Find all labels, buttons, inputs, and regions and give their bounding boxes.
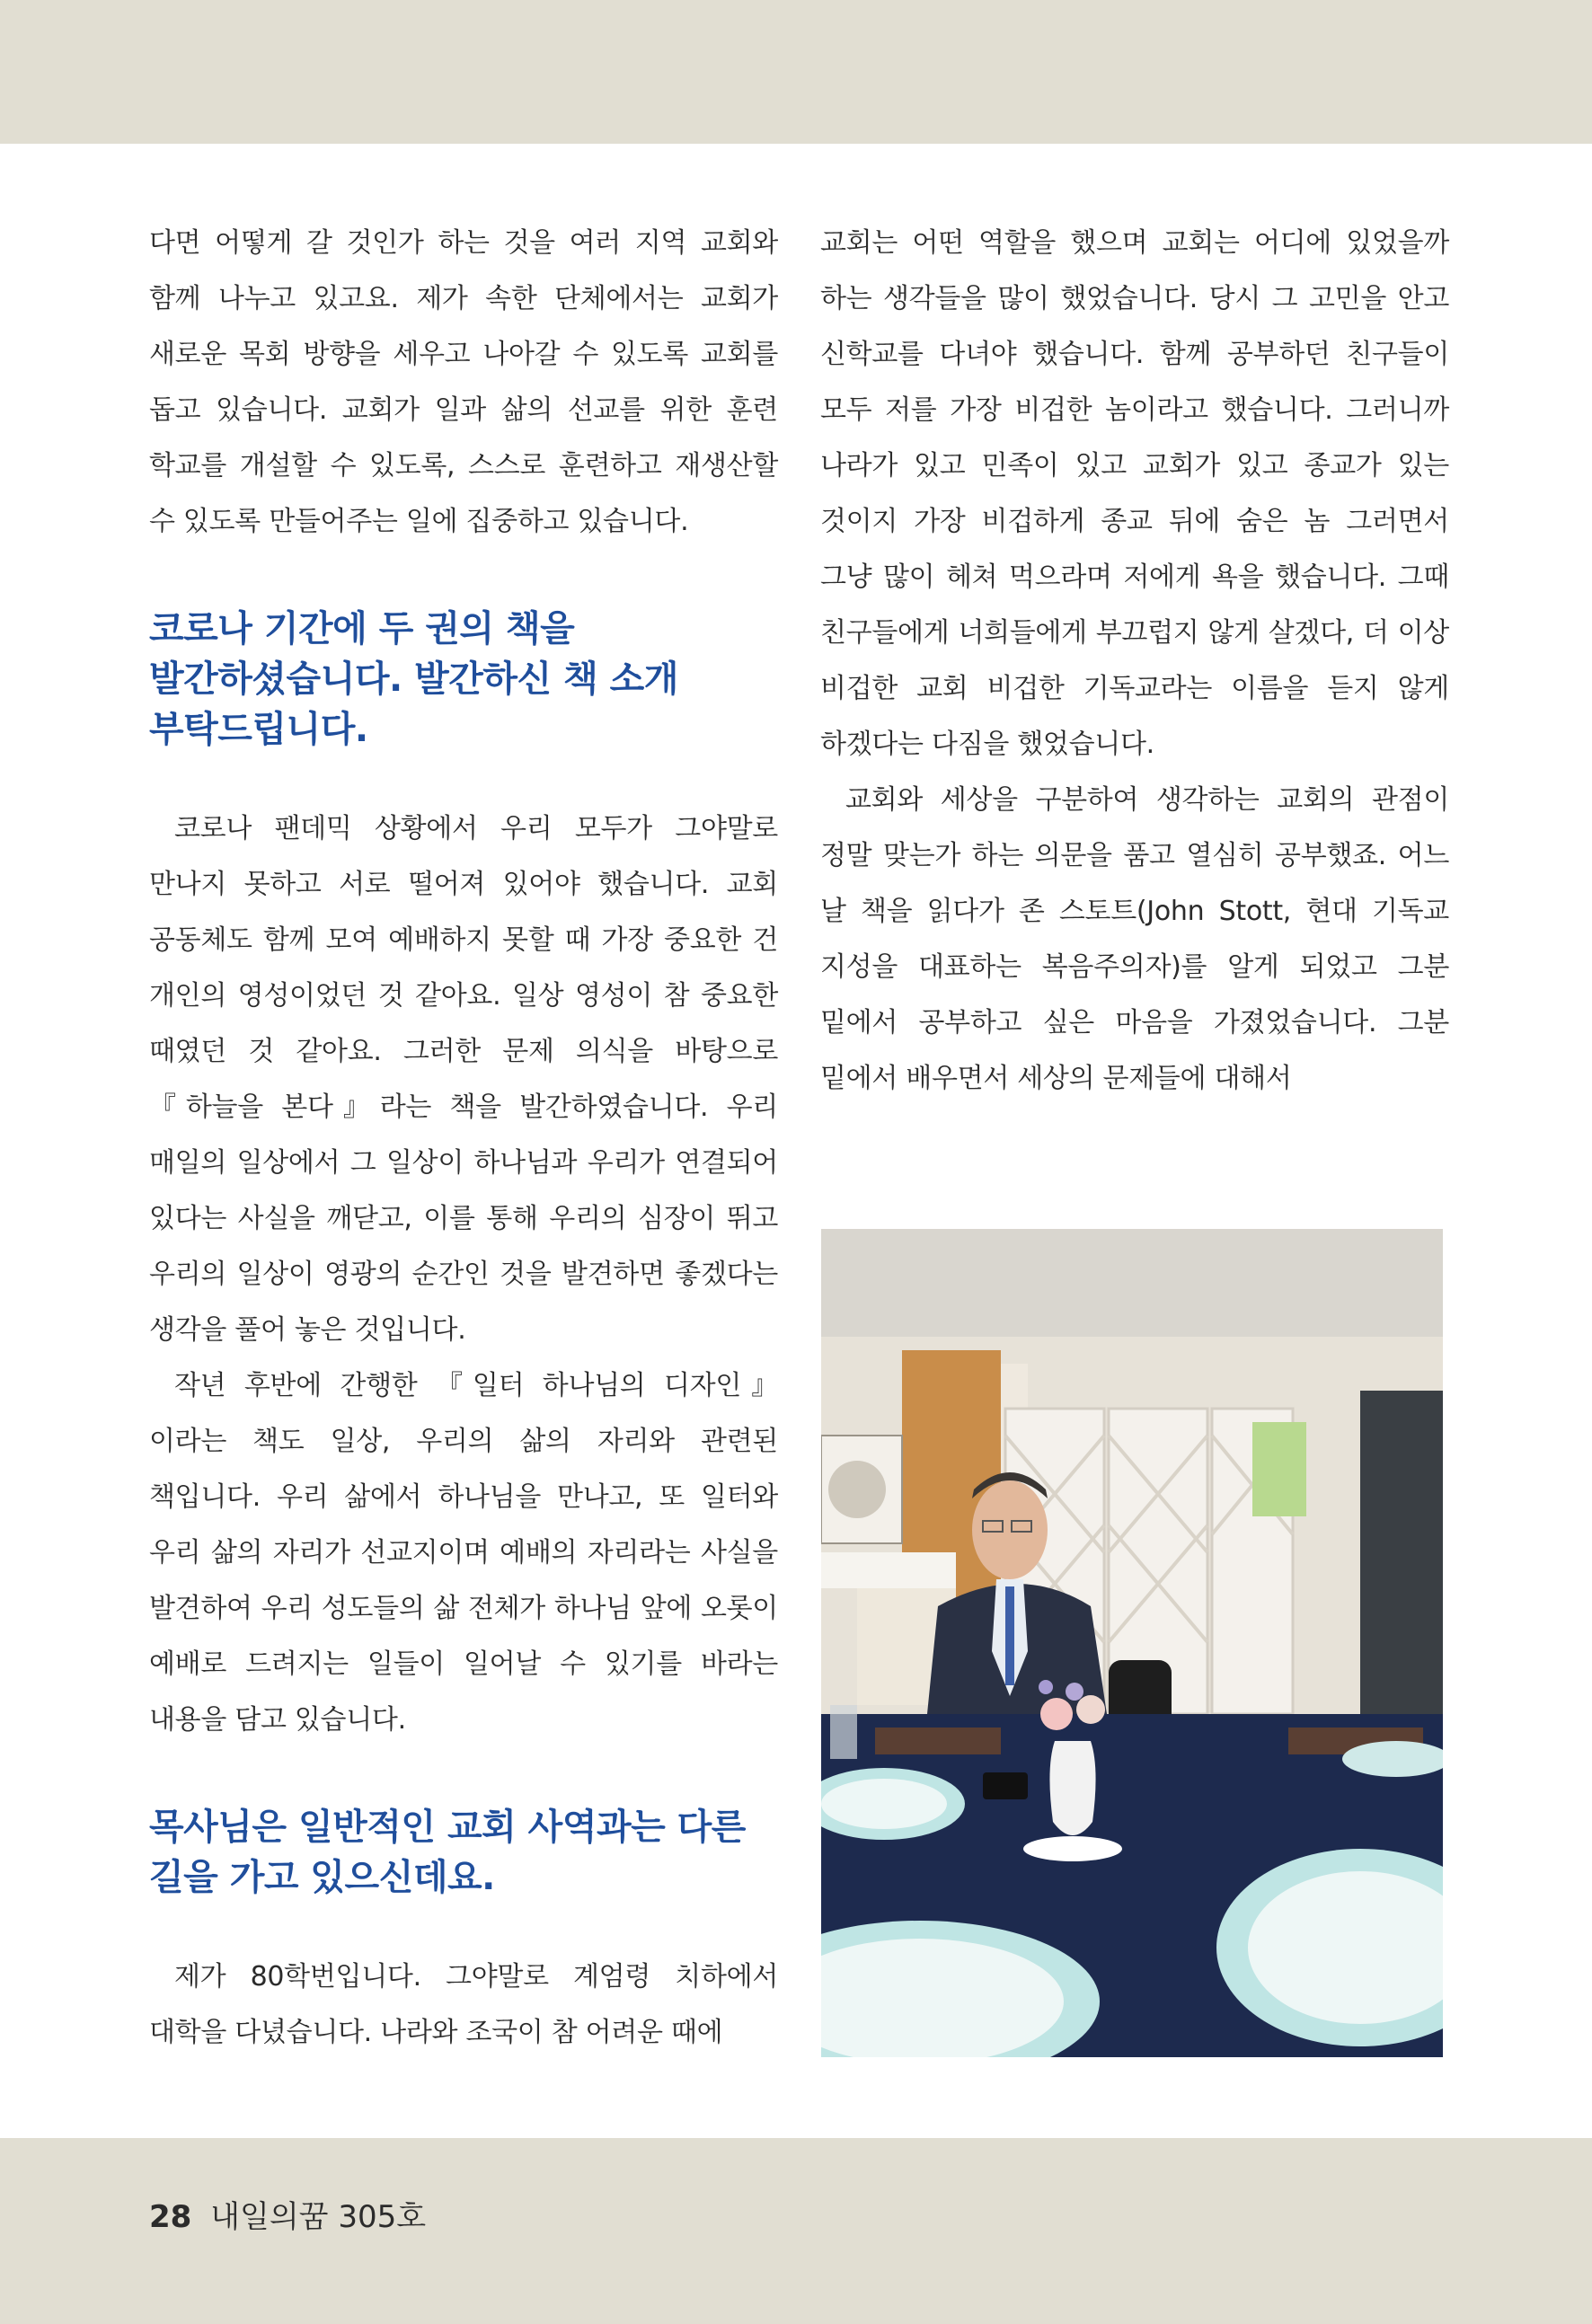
- paragraph: 코로나 팬데믹 상황에서 우리 모두가 그야말로 만나지 못하고 서로 떨어져 있어야 했습니다. 교회 공동체도 함께 모여 예배하지 못할 때 가장 중요한 건 개인의 영성이었던 것 같아요. 일상 영성이 참 중요한 때였던 것 같아요. 그러한 문제 의식을 바탕으로 『하늘을 본다』라는 책을 발간하였습니다. 우리 매일의 일상에서 그 일상이 하나님과 우리가 연결되어 있다는 사실을 깨닫고, 이를 통해 우리의 심장이 뛰고 우리의 일상이 영광의 순간인 것을 발견하면 좋겠다는 생각을 풀어 놓은 것입니다.: [149, 813, 778, 1346]
- publication-title: 내일의꿈 305호: [210, 2199, 427, 2235]
- right-column: [820, 216, 1449, 1107]
- paragraph: 다면 어떻게 갈 것인가 하는 것을 여러 지역 교회와 함께 나누고 있고요. 제가 속한 단체에서는 교회가 새로운 목회 방향을 세우고 나아갈 수 있도록 교회를 돕고 있습니다. 교회가 일과 삶의 선교를 위한 훈련 학교를 개설할 수 있도록, 스스로 훈련하고 재생산할 수 있도록 만들어주는 일에 집중하고 있습니다.: [149, 227, 778, 537]
- paragraph: 작년 후반에 간행한 『일터 하나님의 디자인』이라는 책도 일상, 우리의 삶의 자리와 관련된 책입니다. 우리 삶에서 하나님을 만나고, 또 일터와 우리 삶의 자리가 선교지이며 예배의 자리라는 사실을 발견하여 우리 성도들의 삶 전체가 하나님 앞에 오롯이 예배로 드려지는 일들이 일어날 수 있기를 바라는 내용을 담고 있습니다.: [149, 1370, 778, 1736]
- page-number: 28: [149, 2199, 192, 2235]
- left-column: [149, 216, 778, 2061]
- paragraph: 교회는 어떤 역할을 했으며 교회는 어디에 있었을까 하는 생각들을 많이 했었습니다. 당시 그 고민을 안고 신학교를 다녀야 했습니다. 함께 공부하던 친구들이 모두 저를 가장 비겁한 놈이라고 했습니다. 그러니까 나라가 있고 민족이 있고 교회가 있고 종교가 있는 것이지 가장 비겁하게 종교 뒤에 숨은 놈 그러면서 그냥 많이 헤쳐 먹으라며 저에게 욕을 했습니다. 그때 친구들에게 너희들에게 부끄럽지 않게 살겠다, 더 이상 비겁한 교회 비겁한 기독교라는 이름을 듣지 않게 하겠다는 다짐을 했었습니다.: [820, 227, 1449, 760]
- top-band: [0, 0, 1592, 144]
- section-heading: 코로나 기간에 두 권의 책을 발간하셨습니다. 발간하신 책 소개 부탁드립니다.: [149, 608, 678, 750]
- page-footer: [149, 2192, 426, 2236]
- interview-photo: [821, 1229, 1443, 2057]
- paragraph: 교회와 세상을 구분하여 생각하는 교회의 관점이 정말 맞는가 하는 의문을 품고 열심히 공부했죠. 어느 날 책을 읽다가 존 스토트(John Stott, 현대 기독교 지성을 대표하는 복음주의자)를 알게 되었고 그분 밑에서 공부하고 싶은 마음을 가졌었습니다. 그분 밑에서 배우면서 세상의 문제들에 대해서: [820, 784, 1449, 1094]
- paragraph: 제가 80학번입니다. 그야말로 계엄령 치하에서 대학을 다녔습니다. 나라와 조국이 참 어려운 때에: [149, 1961, 778, 2048]
- section-heading: 목사님은 일반적인 교회 사역과는 다른 길을 가고 있으신데요.: [149, 1807, 746, 1898]
